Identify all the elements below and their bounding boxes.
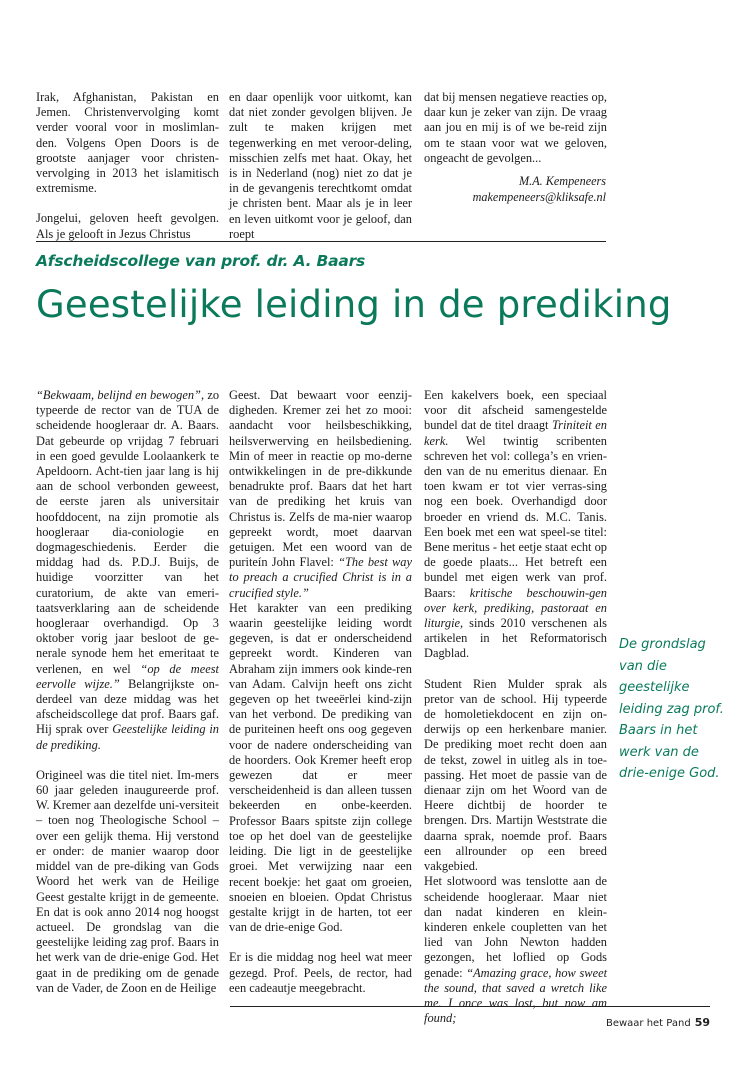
top-column-1 <box>36 90 219 242</box>
top-col3-para: dat bij mensen negatieve reacties op, daar kun je zeker van zijn. De vraag aan jou en mij is of we be-reid zijn om te staan voor wat we geloven, ongeacht de gevolgen... <box>424 90 607 165</box>
section-divider <box>36 241 606 242</box>
top-col1-para-1: Irak, Afghanistan, Pakistan en Jemen. Christenvervolging komt verder vooral voor in moslimlan-den. Volgens Open Doors is de grootste aanjager voor christen-vervolging in 2013 het islamitisch extremisme. <box>36 90 219 196</box>
page-footer <box>560 1016 710 1029</box>
article-col3-para-1: Een kakelvers boek, een speciaal voor dit afscheid samengestelde bundel dat de titel draagt Triniteit en kerk. Wel twintig scribenten schreven het vol: collega’s en vrien-den van de nu emeritus dienaar. En toen kwam er tot vier verras-sing nog een boek. Overhandigd door broeder en vriend ds. M.C. Tanis. Een boek met een wat speel-se titel: Bene meritus - het eetje staat echt op de goede plaats... Het betreft een bundel met eigen werk van prof. Baars: kritische beschouwin-gen over kerk, prediking, pastoraat en liturgie, sinds 2010 verschenen als artikelen in het Reformatorisch Dagblad. <box>424 388 607 661</box>
quote-bekwaam: “Bekwaam, belijnd en bewogen” <box>36 388 201 402</box>
article-col2-para-2: Het karakter van een prediking waarin geestelijke leiding wordt gegeven, is dat er onderscheidend gepreekt wordt. Kinderen van Abraham zijn immers ook kinde-ren van Adam. Calvijn heeft ons zicht gegeven op het tweeërlei kind-zijn van het verbond. De prediking van de puriteinen heeft ons oog gegeven voor de nadere onderscheiding van de hoorders. Ook Kremer heeft erop gewezen dat er meer verscheidenheid is dan alleen tussen bekeerden en onbe-keerden. Professor Baars spitste zijn college toe op het doel van de geestelijke leiding. Die ligt in de geestelijke groei. Met verwijzing naar een recent boekje: het gaat om groeien, snoeien en bloeien. Opdat Christus gestalte krijgt in de harten, tot eer van de drie-enige God. <box>229 600 412 935</box>
top-col1-para-2: Jongelui, geloven heeft gevolgen. Als je gelooft in Jezus Christus <box>36 211 219 241</box>
publication-name: Bewaar het Pand <box>605 1018 691 1029</box>
article-col3-para-2: Student Rien Mulder sprak als pretor van de school. Hij typeerde de homoletiekdocent en zijn on-derwijs op een herkenbare manier. De prediking moet recht doen aan de tekst, zowel in uitleg als in toe-passing. Het moet de passie van de dienaar zijn om het Woord van de Heere dichtbij de hoorder te brengen. Drs. Martijn Weststrate die daarna sprak, noemde prof. Baars een allrounder op een breed vakgebied. <box>424 676 607 874</box>
flavel-quote: “The best way to preach a crucified Christ is in a crucified style.” <box>229 555 413 600</box>
article-kicker: Afscheidscollege van prof. dr. A. Baars <box>36 252 366 270</box>
pull-quote: De grondslag van die geestelijke leiding zag prof. Baars in het werk van de drie-enige God. <box>619 637 724 781</box>
author-name: M.A. Kempeneers <box>519 174 606 188</box>
article-col2-para-1: Geest. Dat bewaart voor eenzij-digheden. Kremer zei het zo mooi: aandacht voor heilsbeschikking, heilsverwerving en heilsbediening. Min of meer in reactie op mo-derne ontwikkelingen in de pre-dikkunde benadrukte prof. Baars dat het hart van de prediking het kruis van Christus is. Zelfs de ma-nier waarop gepreekt wordt, moet daarvan getuigen. Met een woord van de puriteín John Flavel: “The best way to preach a crucified Christ is in a crucified style.” <box>229 388 413 600</box>
article-column-1 <box>36 388 219 996</box>
article-col1-para-2: Origineel was die titel niet. Im-mers 60 jaar geleden inaugureerde prof. W. Kremer aan dezelfde uni-versiteit – toen nog Theologische School – over een gelijk thema. Hij verstond er onder: de manier waarop door middel van de pre-diking van Gods Woord het werk van de Heilige Geest gestalte krijgt in de gemeente. En dat is ook anno 2014 nog hoogst actueel. De grondslag van die geestelijke leiding zag prof. Baars in het werk van de drie-enige God. Het gaat in de prediking om de genade van de Vader, de Zoon en de Heilige <box>36 767 219 995</box>
article-col2-para-3: Er is die middag nog heel wat meer gezegd. Prof. Peels, de rector, had een cadeautje meegebracht. <box>229 950 412 995</box>
article-col1-para-1: “Bekwaam, belijnd en bewogen”, zo typeerde de rector van de TUA de scheidende hoogleraar dr. A. Baars. Dat gebeurde op vrijdag 7 februari in een goed gevulde Loolaankerk te Apeldoorn. Acht-tien jaar lang is hij aan de school verbonden geweest, de eerste jaren als universitair hoofddocent, na zijn promotie als hoogleraar dia-coniologie en dogmageschiedenis. Eerder die middag had ds. P.D.J. Buijs, de huidige voorzitter van het curatorium, de akte van emeri-taatsverklaring aan de scheidende hoogleraar overhandigd. Op 3 oktober vorig jaar besloot de ge-nerale synode hem het emeritaat te verlenen, en wel “op de meest eervolle wijze.” Belangrijkste on-derdeel van deze middag was het afscheidscollege dat prof. Baars gaf. Hij sprak over Geestelijke leiding in de prediking. <box>36 388 220 752</box>
amazing-grace-quote: “Amazing grace, how sweet the sound, that saved a wretch like me. I once was lost, but now am found; <box>424 965 608 1026</box>
article-column-3 <box>424 388 607 1026</box>
top-col2-para: en daar openlijk voor uitkomt, kan dat niet zonder gevolgen blijven. Je zult te maken krijgen met tegenwerking en met veroor-deling, misschien zelfs met haat. Okay, het is in Nederland (nog) niet zo dat je in de gevangenis terechtkomt omdat je christen bent. Maar als je in leer en leven uitkomt voor je geloof, dan roept <box>229 90 412 241</box>
author-signature <box>424 174 606 205</box>
article-col3-para-3: Het slotwoord was tenslotte aan de scheidende hoogleraar. Maar niet dan nadat kinderen en klein-kinderen enkele coupletten van het lied van John Newton hadden gezongen, het loflied op Gods genade: “Amazing grace, how sweet the sound, that saved a wretch like me. I once was lost, but now am found; <box>424 874 608 1026</box>
article-title: Geestelijke leiding in de prediking <box>36 283 672 326</box>
top-column-3 <box>424 90 607 166</box>
top-column-2 <box>229 90 412 242</box>
author-email: makempeneers@kliksafe.nl <box>472 189 606 204</box>
article-column-2 <box>229 388 412 996</box>
page-number: 59 <box>694 1016 710 1029</box>
footer-rule <box>230 1006 710 1007</box>
